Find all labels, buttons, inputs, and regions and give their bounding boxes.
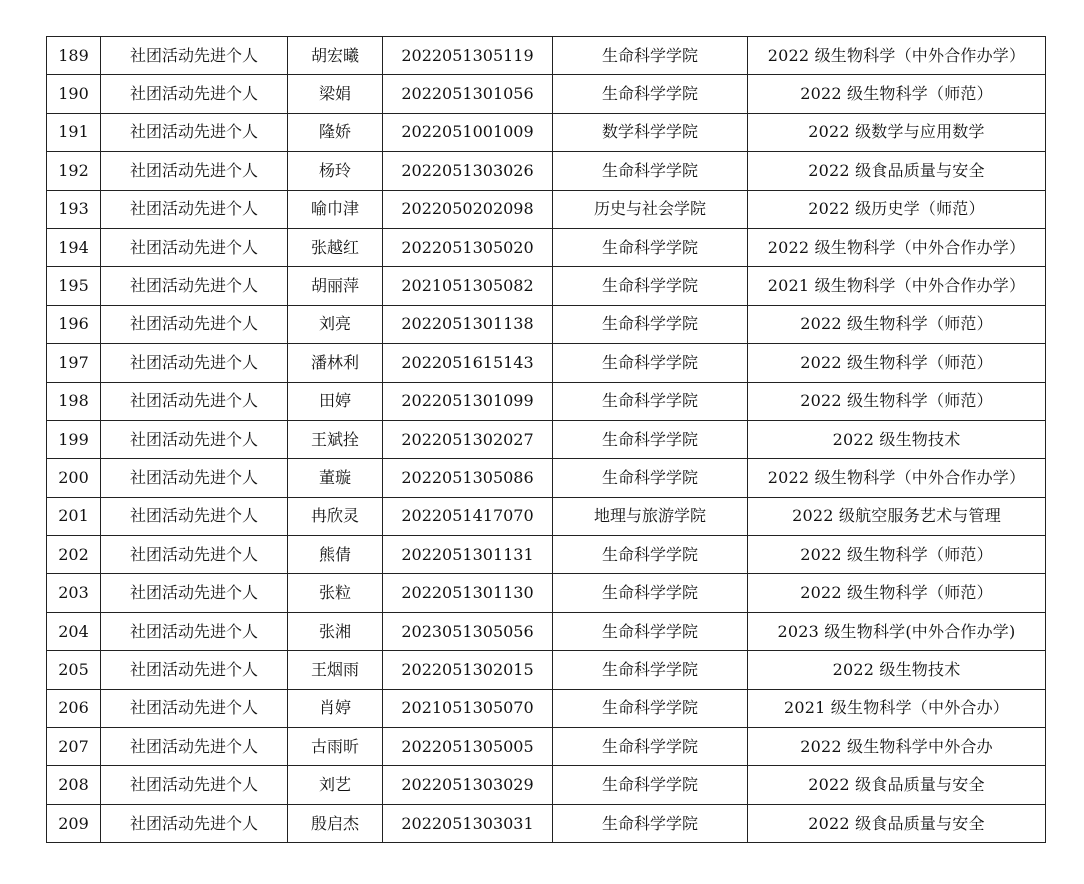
- college-cell: 生命科学学院: [553, 804, 748, 842]
- student-id-cell: 2022051303029: [383, 766, 553, 804]
- award-type-cell: 社团活动先进个人: [101, 344, 288, 382]
- table-row: [47, 267, 1046, 305]
- student-id-cell: 2022051305119: [383, 37, 553, 75]
- row-number-cell: 206: [47, 689, 101, 727]
- table-row: [47, 152, 1046, 190]
- row-number-cell: 207: [47, 728, 101, 766]
- class-major-cell: 2022 级生物技术: [748, 651, 1046, 689]
- award-type-cell: 社团活动先进个人: [101, 37, 288, 75]
- student-id-cell: 2022051301099: [383, 382, 553, 420]
- student-name-cell: 王斌拴: [288, 420, 383, 458]
- college-cell: 生命科学学院: [553, 574, 748, 612]
- student-id-cell: 2023051305056: [383, 612, 553, 650]
- award-type-cell: 社团活动先进个人: [101, 305, 288, 343]
- table-row: [47, 651, 1046, 689]
- student-id-cell: 2022051615143: [383, 344, 553, 382]
- student-id-cell: 2021051305070: [383, 689, 553, 727]
- row-number-cell: 194: [47, 228, 101, 266]
- class-major-cell: 2022 级食品质量与安全: [748, 766, 1046, 804]
- college-cell: 生命科学学院: [553, 766, 748, 804]
- class-major-cell: 2022 级生物科学（中外合作办学）: [748, 459, 1046, 497]
- table-row: [47, 113, 1046, 151]
- class-major-cell: 2022 级生物科学（师范）: [748, 536, 1046, 574]
- table-row: [47, 37, 1046, 75]
- row-number-cell: 193: [47, 190, 101, 228]
- class-major-cell: 2022 级生物科学（师范）: [748, 382, 1046, 420]
- student-id-cell: 2022051001009: [383, 113, 553, 151]
- college-cell: 历史与社会学院: [553, 190, 748, 228]
- table-row: [47, 75, 1046, 113]
- document-page: [46, 36, 1046, 843]
- college-cell: 生命科学学院: [553, 37, 748, 75]
- table-row: [47, 382, 1046, 420]
- class-major-cell: 2022 级数学与应用数学: [748, 113, 1046, 151]
- college-cell: 生命科学学院: [553, 536, 748, 574]
- table-row: [47, 305, 1046, 343]
- row-number-cell: 201: [47, 497, 101, 535]
- table-row: [47, 536, 1046, 574]
- student-id-cell: 2022051303026: [383, 152, 553, 190]
- table-row: [47, 459, 1046, 497]
- class-major-cell: 2022 级生物科学（师范）: [748, 305, 1046, 343]
- table-row: [47, 689, 1046, 727]
- table-row: [47, 766, 1046, 804]
- row-number-cell: 199: [47, 420, 101, 458]
- class-major-cell: 2021 级生物科学（中外合作办学）: [748, 267, 1046, 305]
- row-number-cell: 196: [47, 305, 101, 343]
- award-type-cell: 社团活动先进个人: [101, 651, 288, 689]
- award-type-cell: 社团活动先进个人: [101, 766, 288, 804]
- table-row: [47, 420, 1046, 458]
- row-number-cell: 197: [47, 344, 101, 382]
- student-name-cell: 冉欣灵: [288, 497, 383, 535]
- college-cell: 生命科学学院: [553, 228, 748, 266]
- table-row: [47, 612, 1046, 650]
- student-id-cell: 2022051305086: [383, 459, 553, 497]
- student-name-cell: 刘艺: [288, 766, 383, 804]
- student-name-cell: 刘亮: [288, 305, 383, 343]
- table-row: [47, 344, 1046, 382]
- student-id-cell: 2022051303031: [383, 804, 553, 842]
- award-type-cell: 社团活动先进个人: [101, 459, 288, 497]
- college-cell: 生命科学学院: [553, 305, 748, 343]
- college-cell: 生命科学学院: [553, 382, 748, 420]
- table-body: [47, 37, 1046, 843]
- student-name-cell: 田婷: [288, 382, 383, 420]
- class-major-cell: 2023 级生物科学(中外合作办学): [748, 612, 1046, 650]
- student-id-cell: 2022051301138: [383, 305, 553, 343]
- table-row: [47, 728, 1046, 766]
- table-row: [47, 574, 1046, 612]
- student-name-cell: 张粒: [288, 574, 383, 612]
- row-number-cell: 204: [47, 612, 101, 650]
- class-major-cell: 2022 级生物技术: [748, 420, 1046, 458]
- table-row: [47, 804, 1046, 842]
- college-cell: 生命科学学院: [553, 267, 748, 305]
- award-type-cell: 社团活动先进个人: [101, 113, 288, 151]
- student-name-cell: 张湘: [288, 612, 383, 650]
- row-number-cell: 205: [47, 651, 101, 689]
- award-type-cell: 社团活动先进个人: [101, 75, 288, 113]
- student-name-cell: 隆娇: [288, 113, 383, 151]
- student-id-cell: 2022050202098: [383, 190, 553, 228]
- award-type-cell: 社团活动先进个人: [101, 612, 288, 650]
- award-type-cell: 社团活动先进个人: [101, 574, 288, 612]
- student-name-cell: 古雨昕: [288, 728, 383, 766]
- class-major-cell: 2022 级生物科学（师范）: [748, 75, 1046, 113]
- class-major-cell: 2022 级生物科学（师范）: [748, 344, 1046, 382]
- student-name-cell: 胡宏曦: [288, 37, 383, 75]
- class-major-cell: 2021 级生物科学（中外合办）: [748, 689, 1046, 727]
- table-row: [47, 228, 1046, 266]
- row-number-cell: 191: [47, 113, 101, 151]
- college-cell: 数学科学学院: [553, 113, 748, 151]
- award-roster-table: [46, 36, 1046, 843]
- student-name-cell: 董璇: [288, 459, 383, 497]
- student-id-cell: 2022051305005: [383, 728, 553, 766]
- student-name-cell: 胡丽萍: [288, 267, 383, 305]
- student-id-cell: 2022051301131: [383, 536, 553, 574]
- row-number-cell: 208: [47, 766, 101, 804]
- class-major-cell: 2022 级生物科学中外合办: [748, 728, 1046, 766]
- class-major-cell: 2022 级航空服务艺术与管理: [748, 497, 1046, 535]
- row-number-cell: 192: [47, 152, 101, 190]
- award-type-cell: 社团活动先进个人: [101, 190, 288, 228]
- row-number-cell: 202: [47, 536, 101, 574]
- student-name-cell: 王烟雨: [288, 651, 383, 689]
- row-number-cell: 195: [47, 267, 101, 305]
- student-id-cell: 2022051417070: [383, 497, 553, 535]
- college-cell: 生命科学学院: [553, 152, 748, 190]
- class-major-cell: 2022 级生物科学（师范）: [748, 574, 1046, 612]
- class-major-cell: 2022 级历史学（师范）: [748, 190, 1046, 228]
- row-number-cell: 189: [47, 37, 101, 75]
- college-cell: 生命科学学院: [553, 612, 748, 650]
- student-name-cell: 张越红: [288, 228, 383, 266]
- award-type-cell: 社团活动先进个人: [101, 728, 288, 766]
- student-id-cell: 2021051305082: [383, 267, 553, 305]
- student-id-cell: 2022051302027: [383, 420, 553, 458]
- college-cell: 生命科学学院: [553, 728, 748, 766]
- student-name-cell: 杨玲: [288, 152, 383, 190]
- college-cell: 生命科学学院: [553, 420, 748, 458]
- student-name-cell: 熊倩: [288, 536, 383, 574]
- row-number-cell: 203: [47, 574, 101, 612]
- award-type-cell: 社团活动先进个人: [101, 804, 288, 842]
- row-number-cell: 198: [47, 382, 101, 420]
- college-cell: 生命科学学院: [553, 689, 748, 727]
- award-type-cell: 社团活动先进个人: [101, 152, 288, 190]
- student-name-cell: 潘林利: [288, 344, 383, 382]
- row-number-cell: 200: [47, 459, 101, 497]
- student-id-cell: 2022051301130: [383, 574, 553, 612]
- award-type-cell: 社团活动先进个人: [101, 536, 288, 574]
- award-type-cell: 社团活动先进个人: [101, 382, 288, 420]
- class-major-cell: 2022 级生物科学（中外合作办学）: [748, 228, 1046, 266]
- class-major-cell: 2022 级食品质量与安全: [748, 804, 1046, 842]
- student-id-cell: 2022051305020: [383, 228, 553, 266]
- class-major-cell: 2022 级生物科学（中外合作办学）: [748, 37, 1046, 75]
- student-name-cell: 肖婷: [288, 689, 383, 727]
- student-id-cell: 2022051302015: [383, 651, 553, 689]
- table-row: [47, 190, 1046, 228]
- award-type-cell: 社团活动先进个人: [101, 497, 288, 535]
- college-cell: 生命科学学院: [553, 459, 748, 497]
- award-type-cell: 社团活动先进个人: [101, 267, 288, 305]
- award-type-cell: 社团活动先进个人: [101, 420, 288, 458]
- award-type-cell: 社团活动先进个人: [101, 228, 288, 266]
- student-name-cell: 梁娟: [288, 75, 383, 113]
- student-name-cell: 喻巾津: [288, 190, 383, 228]
- student-id-cell: 2022051301056: [383, 75, 553, 113]
- award-type-cell: 社团活动先进个人: [101, 689, 288, 727]
- college-cell: 地理与旅游学院: [553, 497, 748, 535]
- college-cell: 生命科学学院: [553, 651, 748, 689]
- student-name-cell: 殷启杰: [288, 804, 383, 842]
- class-major-cell: 2022 级食品质量与安全: [748, 152, 1046, 190]
- row-number-cell: 209: [47, 804, 101, 842]
- row-number-cell: 190: [47, 75, 101, 113]
- college-cell: 生命科学学院: [553, 75, 748, 113]
- college-cell: 生命科学学院: [553, 344, 748, 382]
- table-row: [47, 497, 1046, 535]
